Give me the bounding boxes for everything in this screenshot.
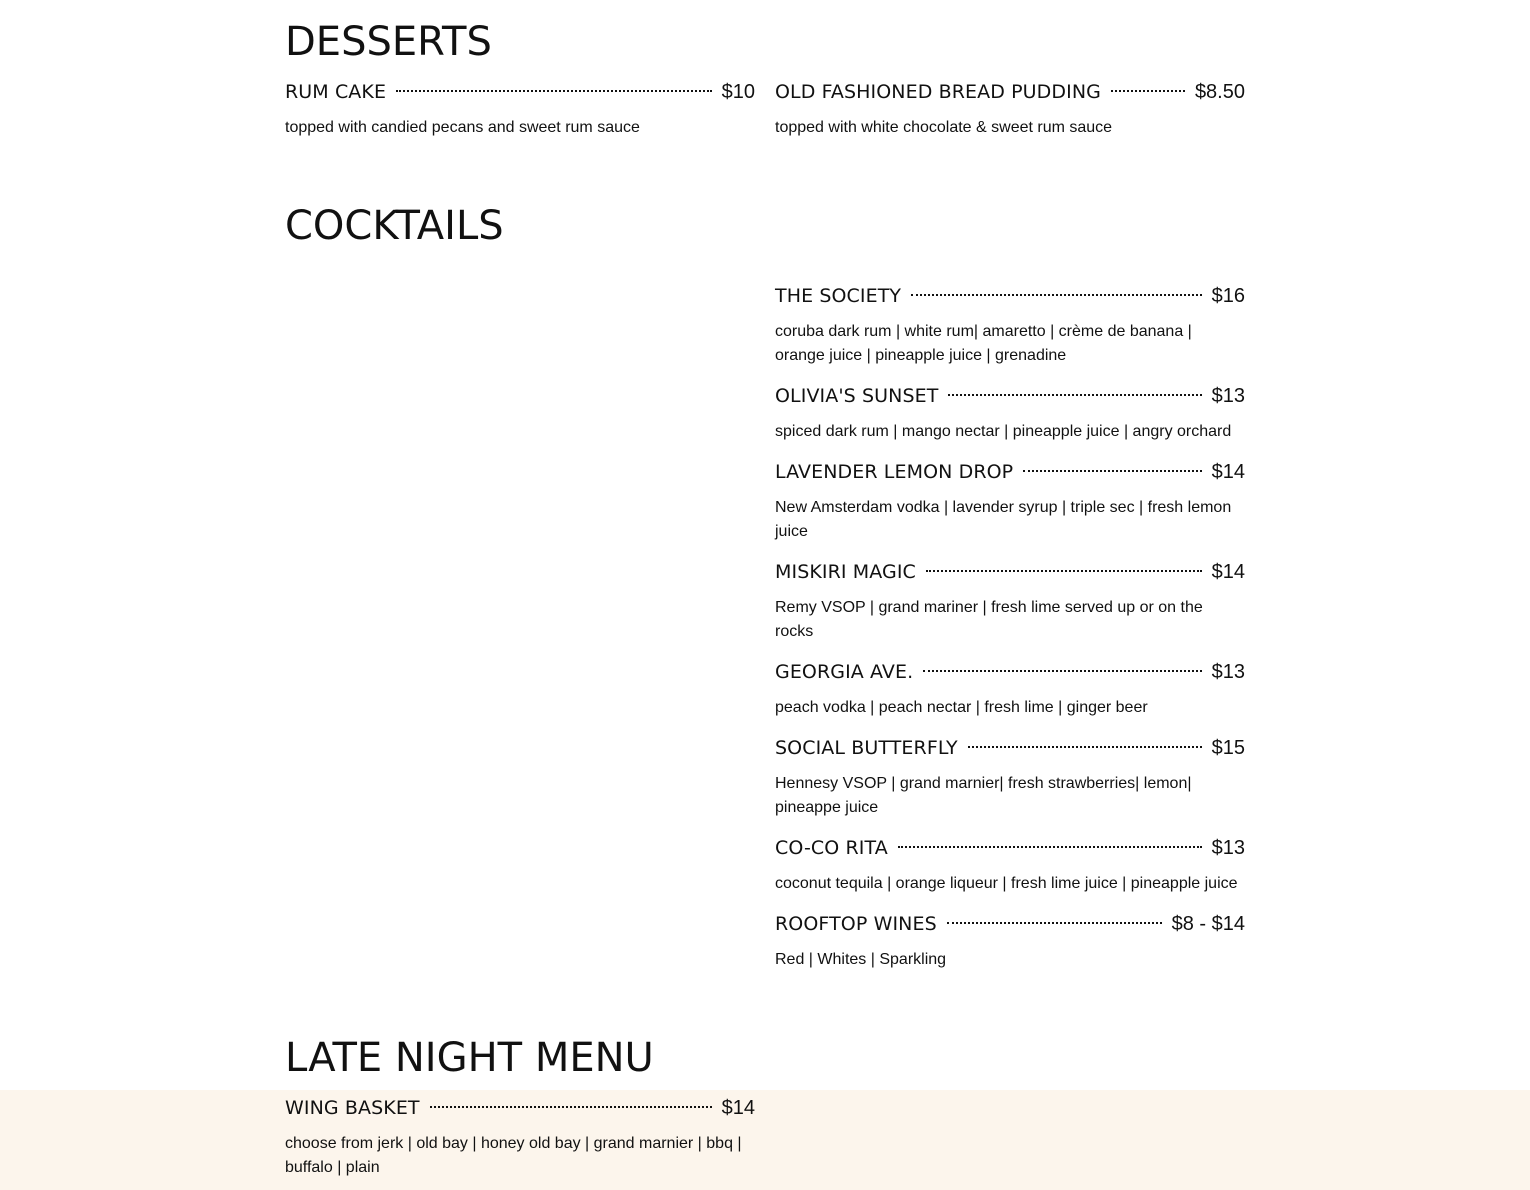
menu-item-bread-pudding [775,81,1245,140]
dot-leader [430,1106,712,1108]
item-description: choose from jerk | old bay | honey old bay | grand marnier | bbq | buffalo | plain [285,1135,742,1176]
item-description: topped with candied pecans and sweet rum sauce [285,119,640,136]
item-price: $15 [1211,737,1245,759]
item-price: $14 [721,1097,755,1119]
desserts-heading: DESSERTS [285,19,492,65]
item-description: peach vodka | peach nectar | fresh lime | ginger beer [775,699,1148,716]
item-price: $8.50 [1194,81,1245,103]
dot-leader [923,670,1201,672]
item-description: Remy VSOP | grand mariner | fresh lime served up or on the rocks [775,599,1203,640]
item-description: topped with white chocolate & sweet rum sauce [775,119,1113,136]
menu-item-wing-basket [285,1097,755,1180]
dot-leader [1111,90,1185,92]
item-description: New Amsterdam vodka | lavender syrup | triple sec | fresh lemon juice [775,499,1232,540]
menu-item-rooftop-wines [775,913,1245,972]
item-price: $14 [1211,561,1245,583]
item-name: WING BASKET [285,1097,420,1119]
menu-item-miskiri-magic [775,561,1245,644]
menu-item-rum-cake [285,81,755,140]
item-name: OLD FASHIONED BREAD PUDDING [775,81,1101,103]
item-price: $13 [1211,661,1245,683]
item-name: GEORGIA AVE. [775,661,914,683]
menu-item-co-co-rita [775,837,1245,896]
item-name: LAVENDER LEMON DROP [775,461,1014,483]
item-price: $13 [1211,837,1245,859]
item-price: $13 [1211,385,1245,407]
late-night-heading: LATE NIGHT MENU [285,1035,654,1081]
item-name: MISKIRI MAGIC [775,561,916,583]
item-description: spiced dark rum | mango nectar | pineapple juice | angry orchard [775,423,1232,440]
item-name: SOCIAL BUTTERFLY [775,737,958,759]
item-price: $14 [1211,461,1245,483]
dot-leader [947,922,1162,924]
item-description: Red | Whites | Sparkling [775,951,947,968]
dot-leader [968,746,1202,748]
item-price: $10 [721,81,755,103]
item-price: $16 [1211,285,1245,307]
dot-leader [948,394,1201,396]
item-name: THE SOCIETY [775,285,902,307]
menu-item-georgia-ave [775,661,1245,720]
dot-leader [911,294,1201,296]
late-night-background-band [0,1090,1530,1190]
item-description: coruba dark rum | white rum| amaretto | crème de banana | orange juice | pineapple juice | grenadine [775,323,1192,364]
dot-leader [926,570,1202,572]
dot-leader [396,90,712,92]
item-description: coconut tequila | orange liqueur | fresh lime juice | pineapple juice [775,875,1238,892]
menu-item-olivias-sunset [775,385,1245,444]
menu-item-lavender-lemon-drop [775,461,1245,544]
item-price: $8 - $14 [1171,913,1245,935]
cocktails-heading: COCKTAILS [285,203,504,249]
menu-item-social-butterfly [775,737,1245,820]
dot-leader [898,846,1202,848]
item-name: CO-CO RITA [775,837,888,859]
item-name: RUM CAKE [285,81,387,103]
dot-leader [1023,470,1201,472]
item-name: ROOFTOP WINES [775,913,937,935]
menu-item-the-society [775,285,1245,368]
item-description: Hennesy VSOP | grand marnier| fresh strawberries| lemon| pineappe juice [775,775,1192,816]
item-name: OLIVIA'S SUNSET [775,385,939,407]
